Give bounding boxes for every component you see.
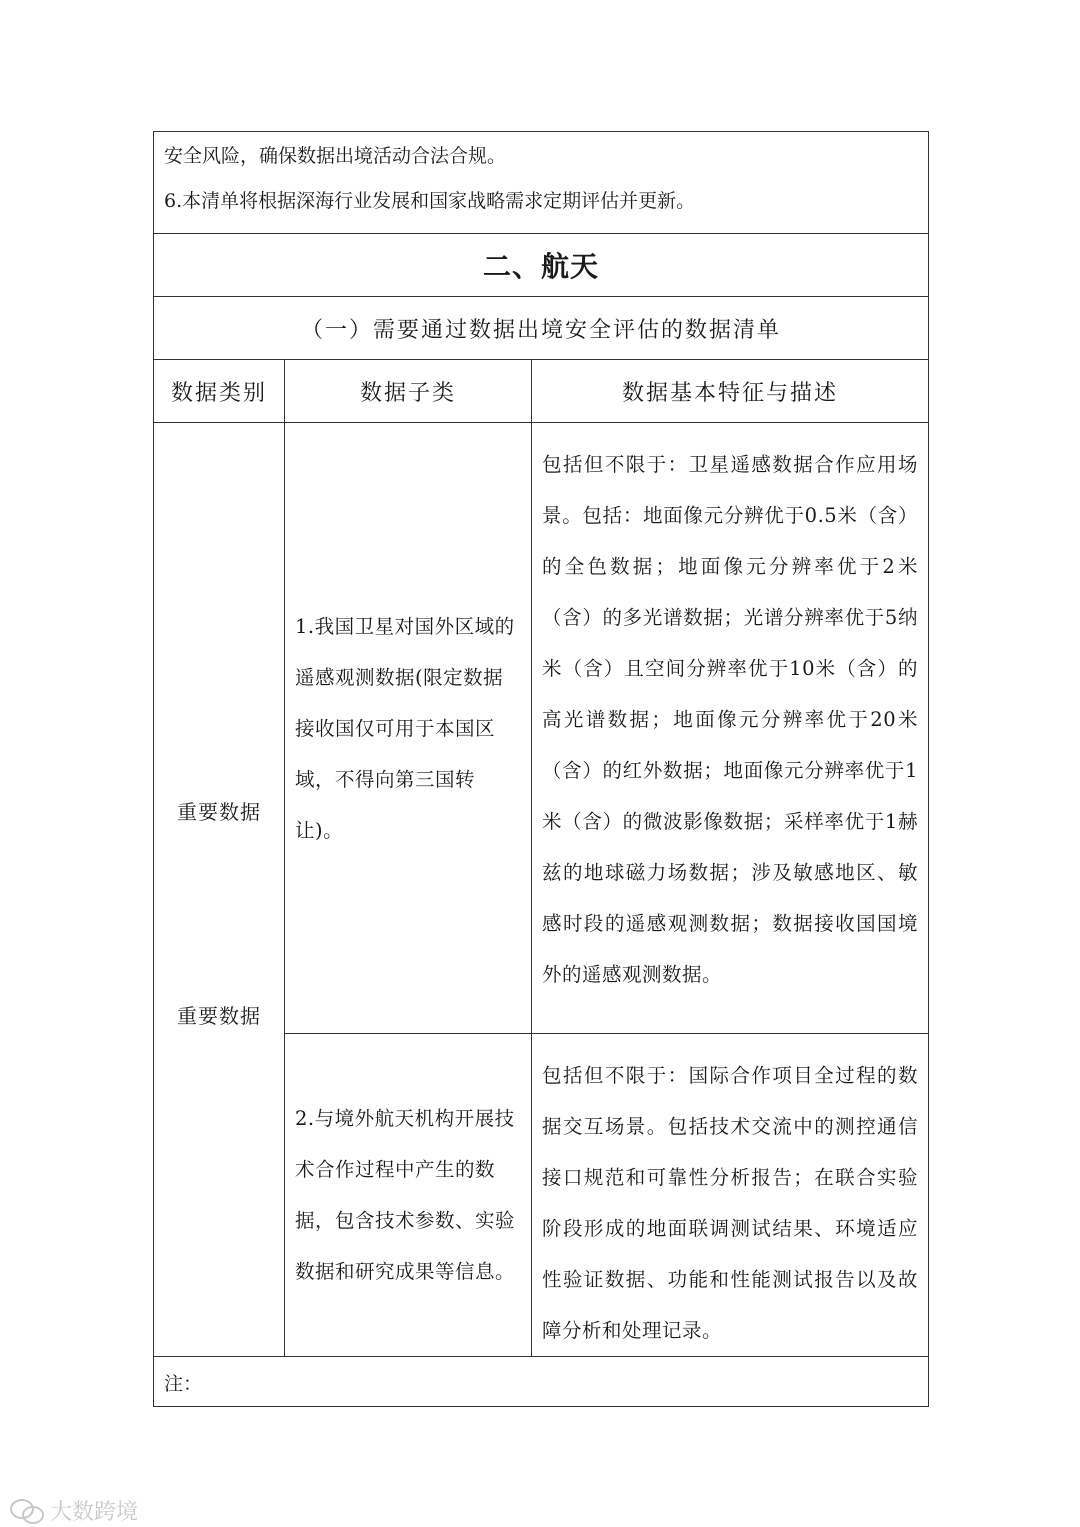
category-label-1: 重要数据: [177, 800, 261, 824]
section-row: [154, 234, 929, 297]
intro-line-1: 安全风险，确保数据出境活动合法合规。: [164, 145, 507, 167]
intro-row: [154, 132, 929, 234]
subsection-row: [154, 297, 929, 360]
watermark: [10, 1495, 138, 1526]
subcategory-cell: [285, 423, 532, 1034]
description-text: 包括但不限于：卫星遥感数据合作应用场景。包括：地面像元分辨优于0.5米（含）的全色数据；地面像元分辨率优于2米（含）的多光谱数据；光谱分辨率优于5纳米（含）且空间分辨率优于10米（含）的高光谱数据；地面像元分辨率优于20米（含）的红外数据；地面像元分辨率优于1米（含）的微波影像数据；采样率优于1赫兹的地球磁力场数据；涉及敏感地区、敏感时段的遥感观测数据；数据接收国国境外的遥感观测数据。: [542, 453, 918, 986]
note-label: 注：: [154, 1357, 929, 1407]
note-row: [154, 1357, 929, 1407]
intro-cell: [154, 132, 929, 234]
section-title: 二、航天: [154, 234, 929, 297]
category-cell: [154, 423, 285, 1357]
subcategory-cell: [285, 1034, 532, 1357]
watermark-text: 大数跨境: [50, 1500, 139, 1525]
category-label-2: 重要数据: [177, 1004, 261, 1028]
subcategory-text: 1.我国卫星对国外区域的遥感观测数据(限定数据接收国仅可用于本国区域，不得向第三国转让)。: [295, 614, 515, 842]
wechat-logo-icon: [10, 1499, 44, 1523]
header-row: [154, 360, 929, 423]
description-cell: [532, 1034, 929, 1357]
header-subcategory: 数据子类: [285, 360, 532, 423]
data-list-table: [153, 131, 929, 1407]
intro-line-2: 6.本清单将根据深海行业发展和国家战略需求定期评估并更新。: [164, 190, 696, 212]
subsection-title: （一）需要通过数据出境安全评估的数据清单: [154, 297, 929, 360]
description-text: 包括但不限于：国际合作项目全过程的数据交互场景。包括技术交流中的测控通信接口规范和可靠性分析报告；在联合实验阶段形成的地面联调测试结果、环境适应性验证数据、功能和性能测试报告以及故障分析和处理记录。: [542, 1064, 918, 1342]
header-category: 数据类别: [154, 360, 285, 423]
subcategory-text: 2.与境外航天机构开展技术合作过程中产生的数据，包含技术参数、实验数据和研究成果等信息。: [295, 1107, 516, 1283]
description-cell: [532, 423, 929, 1034]
table-row: [154, 423, 929, 1034]
header-description: 数据基本特征与描述: [532, 360, 929, 423]
